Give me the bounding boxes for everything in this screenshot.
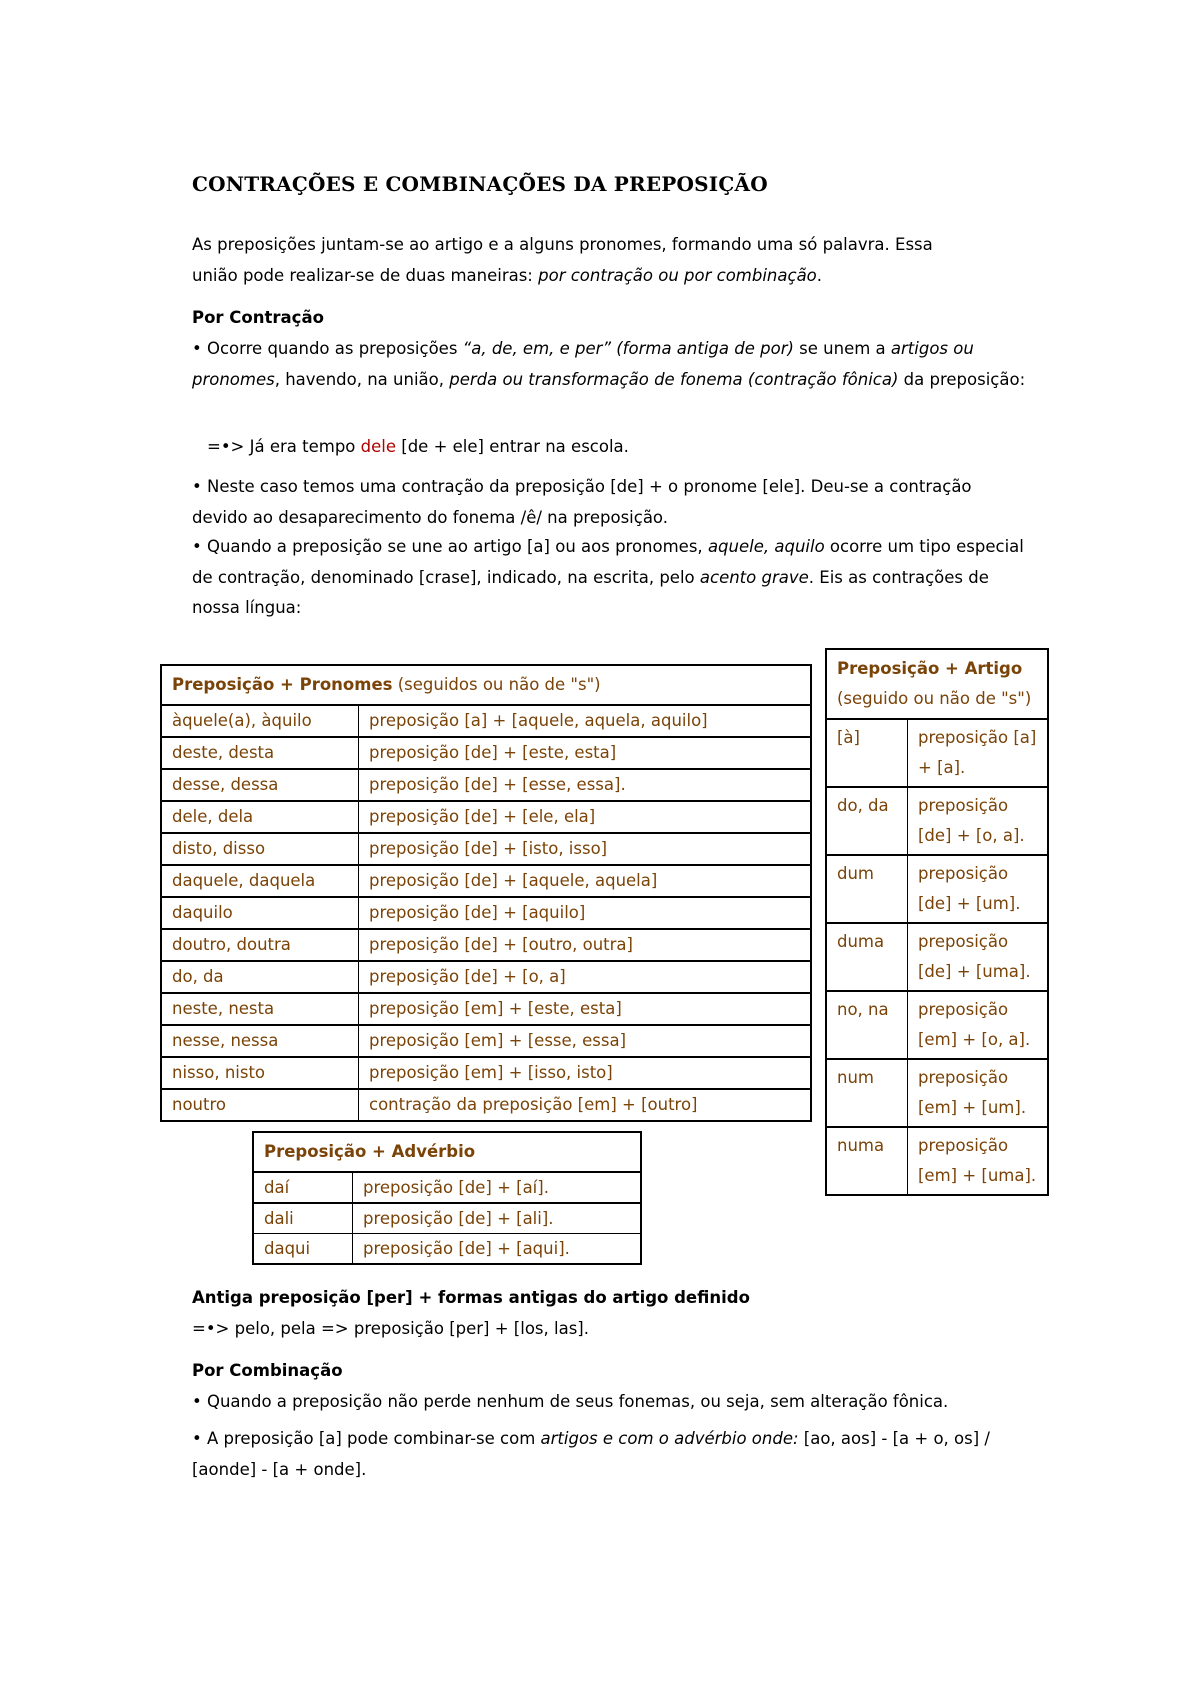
- table-row: [161, 769, 811, 801]
- table-cell: deste, desta: [161, 737, 359, 769]
- table-cell: preposição [de] + [aquele, aquela]: [359, 865, 812, 897]
- table-cell: daí: [253, 1172, 353, 1203]
- p1-text-c: , havendo, na união,: [274, 369, 450, 389]
- table-row: [161, 737, 811, 769]
- p1-italic-2: artigos ou pronomes: [192, 339, 974, 389]
- table-cell: noutro: [161, 1089, 359, 1121]
- example-text-a: =•> Já era tempo: [207, 437, 361, 456]
- table-cell: dele, dela: [161, 801, 359, 833]
- adverbio-table-header: Preposição + Advérbio: [253, 1132, 641, 1172]
- intro-paragraph: [192, 230, 1032, 291]
- table-cell: preposição [de] + [ali].: [353, 1203, 642, 1234]
- comb-p2-text-a: • A preposição [a] pode combinar-se com: [192, 1429, 541, 1448]
- contracao-heading: Por Contração: [192, 308, 324, 327]
- table-cell: preposição [de] + [isto, isso]: [359, 833, 812, 865]
- table-cell: daquele, daquela: [161, 865, 359, 897]
- table-cell: preposição [de] + [aí].: [353, 1172, 642, 1203]
- pronomes-header-bold: Preposição + Pronomes: [172, 675, 393, 694]
- contracao-paragraph-3: [192, 532, 1032, 624]
- table-cell: do, da: [161, 961, 359, 993]
- table-row: [161, 929, 811, 961]
- comb-p2-italic: artigos e com o advérbio onde:: [540, 1429, 799, 1448]
- example-text-b: [de + ele] entrar na escola.: [396, 437, 629, 456]
- contracao-paragraph-2: • Neste caso temos uma contração da preposição [de] + o pronome [ele]. Deu-se a contração devido ao desaparecimento do fonema /ê/ na preposição.: [192, 477, 972, 527]
- table-row: [826, 1059, 1048, 1127]
- table-cell: preposição [em] + [um].: [908, 1059, 1049, 1127]
- intro-line1: As preposições juntam-se ao artigo e a alguns pronomes, formando uma só palavra. Essa: [192, 235, 933, 254]
- table-cell: disto, disso: [161, 833, 359, 865]
- p1-italic-1: “a, de, em, e per” (forma antiga de por): [462, 339, 794, 358]
- intro-line2: união pode realizar-se de duas maneiras:: [192, 265, 539, 285]
- table-row: [826, 991, 1048, 1059]
- table-row: [161, 897, 811, 929]
- table-header-row: [253, 1132, 641, 1172]
- table-cell: neste, nesta: [161, 993, 359, 1025]
- table-cell: àquele(a), àquilo: [161, 705, 359, 737]
- table-row: [161, 801, 811, 833]
- page-title: CONTRAÇÕES E COMBINAÇÕES DA PREPOSIÇÃO: [192, 172, 768, 196]
- table-cell: no, na: [826, 991, 908, 1059]
- table-cell: preposição [de] + [um].: [908, 855, 1049, 923]
- example-highlight: dele: [360, 437, 397, 456]
- table-cell: duma: [826, 923, 908, 991]
- table-row: [253, 1234, 641, 1265]
- table-cell: preposição [a] + [aquele, aquela, aquilo]: [359, 705, 812, 737]
- table-cell: preposição [de] + [outro, outra]: [359, 929, 812, 961]
- p3-text-b: ocorre um tipo especial de contração, denominado [crase], indicado, na escrita, pelo: [192, 537, 1024, 587]
- table-row: [161, 993, 811, 1025]
- table-row: [161, 705, 811, 737]
- table-row: [161, 1025, 811, 1057]
- adverbio-table: [252, 1131, 642, 1265]
- pronomes-table: [160, 664, 812, 1122]
- artigo-table: [825, 648, 1049, 1196]
- table-cell: numa: [826, 1127, 908, 1195]
- p3-italic-2: acento grave: [699, 567, 809, 587]
- table-row: [161, 1089, 811, 1121]
- table-cell: preposição [em] + [esse, essa]: [359, 1025, 812, 1057]
- table-row: [826, 719, 1048, 787]
- intro-period: .: [816, 265, 823, 285]
- table-header-row: [161, 665, 811, 705]
- table-cell: daqui: [253, 1234, 353, 1265]
- table-cell: [à]: [826, 719, 908, 787]
- table-row: [161, 961, 811, 993]
- artigo-header-rest: (seguido ou não de "s"): [837, 689, 1032, 708]
- table-row: [161, 1057, 811, 1089]
- antiga-line: =•> pelo, pela => preposição [per] + [los, las].: [192, 1319, 589, 1338]
- table-cell: preposição [de] + [esse, essa].: [359, 769, 812, 801]
- antiga-heading: Antiga preposição [per] + formas antigas do artigo definido: [192, 1288, 750, 1307]
- table-header-row: [826, 649, 1048, 719]
- table-cell: preposição [de] + [aqui].: [363, 1239, 570, 1258]
- contracao-paragraph-1: [192, 334, 1032, 395]
- table-cell: preposição [em] + [isso, isto]: [359, 1057, 812, 1089]
- table-cell: preposição [de] + [uma].: [908, 923, 1049, 991]
- artigo-header-bold: Preposição + Artigo: [837, 659, 1023, 678]
- table-cell: preposição [de] + [ele, ela]: [359, 801, 812, 833]
- table-cell: num: [826, 1059, 908, 1127]
- table-cell: preposição [em] + [este, esta]: [359, 993, 812, 1025]
- table-cell: preposição [de] + [o, a]: [359, 961, 812, 993]
- table-cell: dum: [826, 855, 908, 923]
- table-row: [161, 833, 811, 865]
- table-cell: doutro, doutra: [161, 929, 359, 961]
- table-cell: preposição [de] + [este, esta]: [359, 737, 812, 769]
- table-cell: daquilo: [161, 897, 359, 929]
- table-row: [826, 1127, 1048, 1195]
- table-row: [253, 1203, 641, 1234]
- table-cell: preposição [de] + [aquilo]: [359, 897, 812, 929]
- combinacao-heading: Por Combinação: [192, 1361, 343, 1380]
- comb-p2-text-b: [ao, aos] - [a + o, os] / [aonde] - [a + onde].: [192, 1429, 990, 1479]
- p1-text-b: se unem a: [793, 339, 891, 358]
- example-line: [207, 432, 1047, 463]
- table-cell: preposição [de] + [o, a].: [908, 787, 1049, 855]
- artigo-table-header: [826, 649, 1048, 719]
- table-row: [826, 855, 1048, 923]
- table-row: [826, 787, 1048, 855]
- p1-text-a: • Ocorre quando as preposições: [192, 339, 463, 358]
- combinacao-paragraph-2: [192, 1424, 1032, 1485]
- table-row: [253, 1172, 641, 1203]
- p1-text-d: da preposição:: [898, 369, 1026, 389]
- p1-italic-3: perda ou transformação de fonema (contração fônica): [449, 369, 899, 389]
- table-cell: desse, dessa: [161, 769, 359, 801]
- table-row: [826, 923, 1048, 991]
- table-cell: nesse, nessa: [161, 1025, 359, 1057]
- pronomes-table-header: [161, 665, 811, 705]
- pronomes-header-rest: (seguidos ou não de "s"): [392, 675, 601, 694]
- table-row: [161, 865, 811, 897]
- table-cell: preposição [em] + [uma].: [918, 1136, 1037, 1185]
- p3-text-c: . Eis as contrações de nossa língua:: [192, 567, 989, 617]
- table-cell: dali: [253, 1203, 353, 1234]
- table-cell: preposição [a] + [a].: [908, 719, 1049, 787]
- intro-emphasis: por contração ou por combinação: [538, 265, 817, 285]
- p3-text-a: • Quando a preposição se une ao artigo [a] ou aos pronomes,: [192, 537, 708, 556]
- combinacao-paragraph-1: • Quando a preposição não perde nenhum de seus fonemas, ou seja, sem alteração fônica.: [192, 1392, 949, 1411]
- table-cell: preposição [em] + [o, a].: [908, 991, 1049, 1059]
- table-cell: contração da preposição [em] + [outro]: [359, 1089, 812, 1121]
- table-cell: do, da: [826, 787, 908, 855]
- p3-italic-1: aquele, aquilo: [707, 537, 825, 556]
- table-cell: nisso, nisto: [161, 1057, 359, 1089]
